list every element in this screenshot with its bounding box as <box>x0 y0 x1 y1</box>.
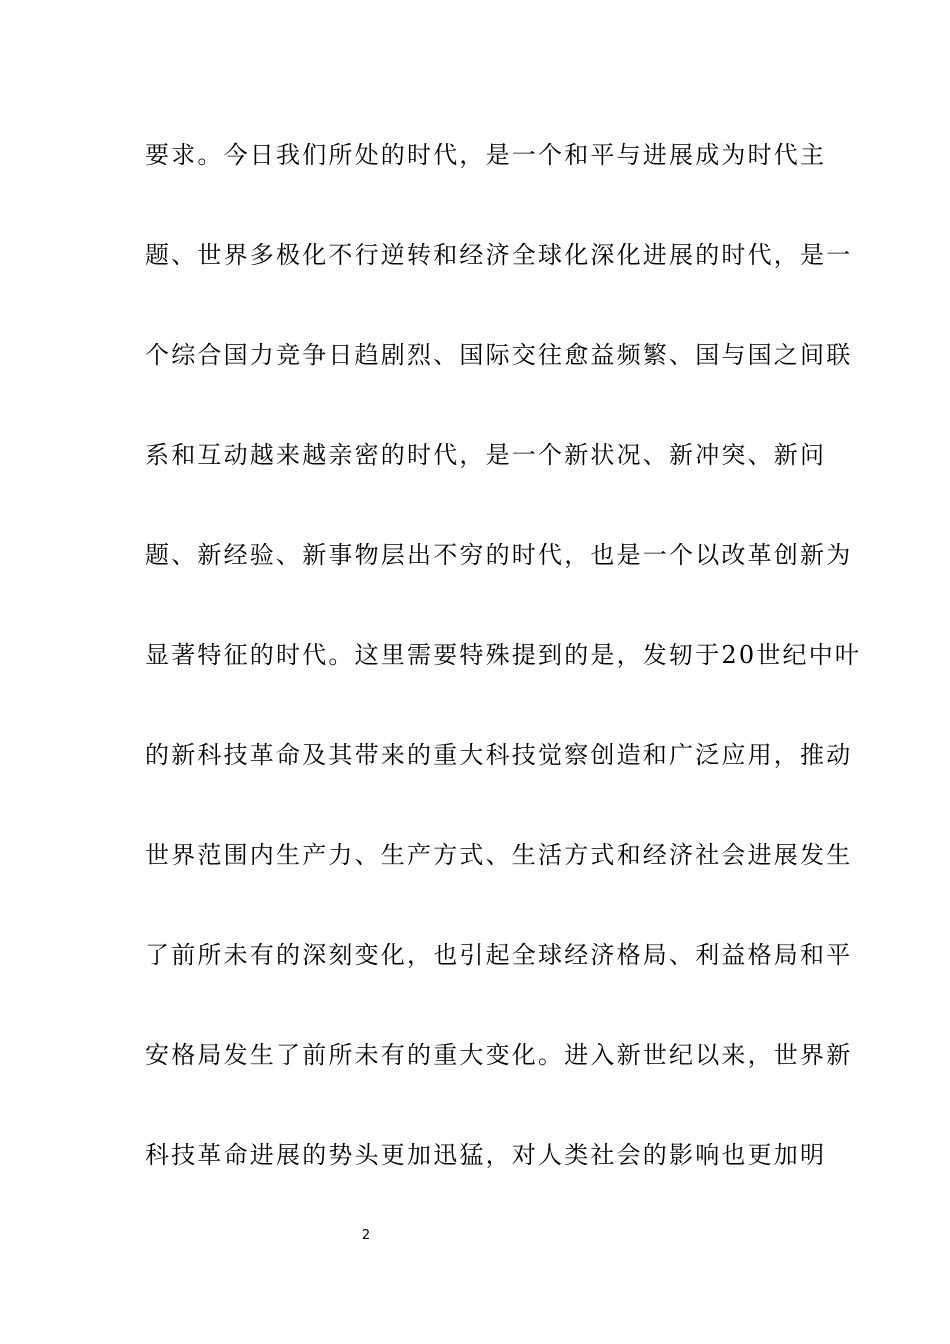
text-line: 世界范围内生产力、生产方式、生活方式和经济社会进展发生 <box>145 841 853 869</box>
text-line: 的新科技革命及其带来的重大科技觉察创造和广泛应用，推动 <box>145 741 853 769</box>
text-line: 科技革命进展的势头更加迅猛，对人类社会的影响也更加明 <box>145 1141 827 1169</box>
text-line: 题、世界多极化不行逆转和经济全球化深化进展的时代，是一 <box>145 241 853 269</box>
body-text <box>145 129 862 1229</box>
text-line: 显著特征的时代。这里需要特殊提到的是，发轫于20世纪中叶 <box>145 641 862 669</box>
text-line: 要求。今日我们所处的时代，是一个和平与进展成为时代主 <box>145 141 827 169</box>
text-line: 题、新经验、新事物层出不穷的时代，也是一个以改革创新为 <box>145 541 853 569</box>
page-number: 2 <box>361 1228 371 1243</box>
text-line: 安格局发生了前所未有的重大变化。进入新世纪以来，世界新 <box>145 1041 853 1069</box>
text-line: 个综合国力竞争日趋剧烈、国际交往愈益频繁、国与国之间联 <box>145 341 853 369</box>
text-line: 系和互动越来越亲密的时代，是一个新状况、新冲突、新问 <box>145 441 827 469</box>
text-line: 了前所未有的深刻变化，也引起全球经济格局、利益格局和平 <box>145 941 853 969</box>
